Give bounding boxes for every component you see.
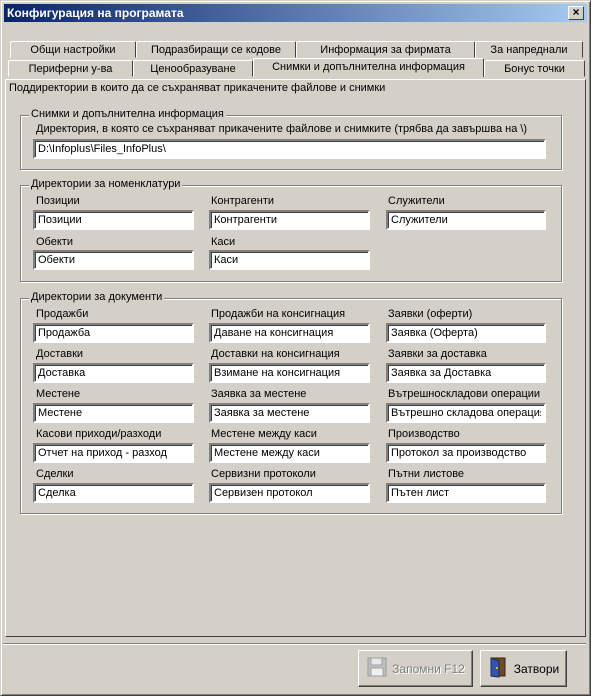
close-button-label: Затвори: [513, 661, 560, 676]
doc-input-warehouse-ops[interactable]: [386, 403, 546, 423]
window-title: Конфигурация на програмата: [7, 6, 184, 20]
doc-label-warehouse-ops: Вътрешноскладови операции: [388, 388, 541, 400]
doc-label-delivery-requests: Заявки за доставка: [388, 348, 487, 360]
doc-label-deliveries: Доставки: [36, 348, 84, 360]
doc-input-consignment-sales[interactable]: [209, 323, 370, 343]
doc-label-sales: Продажби: [36, 308, 89, 320]
doc-label-production: Производство: [388, 428, 460, 440]
doc-input-delivery-requests[interactable]: [386, 363, 546, 383]
doc-label-transfers: Местене: [36, 388, 81, 400]
exit-door-icon: [488, 656, 510, 681]
nom-input-objects[interactable]: [33, 250, 194, 270]
title-bar: [4, 4, 587, 22]
doc-input-transfers[interactable]: [33, 403, 194, 423]
doc-label-consignment-sales: Продажби на консигнация: [211, 308, 346, 320]
doc-input-cash-transfers[interactable]: [209, 443, 370, 463]
nom-label-positions: Позиции: [36, 195, 80, 207]
images-dir-input[interactable]: [33, 139, 546, 159]
nom-label-partners: Контрагенти: [211, 195, 275, 207]
tab-peripherals[interactable]: Периферни у-ва: [8, 60, 133, 77]
doc-input-deals[interactable]: [33, 483, 194, 503]
tab-images-info[interactable]: Снимки и допълнителна информация: [253, 58, 484, 77]
doc-label-consignment-deliveries: Доставки на консигнация: [211, 348, 340, 360]
tab-pricing[interactable]: Ценообразуване: [133, 60, 253, 77]
doc-input-production[interactable]: [386, 443, 546, 463]
tab-general-settings[interactable]: Общи настройки: [10, 41, 136, 58]
doc-input-consignment-deliveries[interactable]: [209, 363, 370, 383]
nom-input-partners[interactable]: [209, 210, 370, 230]
nom-label-employees: Служители: [388, 195, 445, 207]
tab-advanced[interactable]: За напреднали: [475, 41, 583, 58]
tab-default-codes[interactable]: Подразбиращи се кодове: [136, 41, 296, 58]
close-window-button[interactable]: ×: [568, 6, 584, 20]
nom-label-cash: Каси: [211, 236, 236, 248]
images-dir-label: Директория, в която се съхраняват прикачените файлове и снимките (трябва да завършва на \): [36, 123, 528, 135]
doc-input-cash-ops[interactable]: [33, 443, 194, 463]
panel-heading: Поддиректории в които да се съхраняват прикачените файлове и снимки: [9, 82, 386, 94]
doc-label-deals: Сделки: [36, 468, 74, 480]
nom-input-positions[interactable]: [33, 210, 194, 230]
nom-input-cash[interactable]: [209, 250, 370, 270]
floppy-disk-icon: [366, 656, 388, 681]
documents-group-title: Директории за документи: [31, 291, 163, 303]
doc-label-service-protocols: Сервизни протоколи: [211, 468, 316, 480]
doc-label-waybills: Пътни листове: [388, 468, 465, 480]
doc-input-sales[interactable]: [33, 323, 194, 343]
nom-label-objects: Обекти: [36, 236, 73, 248]
doc-input-offers[interactable]: [386, 323, 546, 343]
doc-label-offers: Заявки (оферти): [388, 308, 473, 320]
doc-label-cash-transfers: Местене между каси: [211, 428, 317, 440]
doc-input-transfer-requests[interactable]: [209, 403, 370, 423]
nomenclatures-group-title: Директории за номенклатури: [31, 178, 181, 190]
doc-input-waybills[interactable]: [386, 483, 546, 503]
doc-label-cash-ops: Касови приходи/разходи: [36, 428, 162, 440]
tab-company-info[interactable]: Информация за фирмата: [296, 41, 475, 58]
save-button-label: Запомни F12: [392, 661, 465, 676]
images-group-title: Снимки и допълнителна информация: [31, 108, 224, 120]
doc-label-transfer-requests: Заявка за местене: [211, 388, 307, 400]
close-button[interactable]: [480, 650, 567, 687]
doc-input-deliveries[interactable]: [33, 363, 194, 383]
doc-input-service-protocols[interactable]: [209, 483, 370, 503]
tab-bonus-points[interactable]: Бонус точки: [484, 60, 585, 77]
save-button[interactable]: [358, 650, 473, 687]
nom-input-employees[interactable]: [386, 210, 546, 230]
